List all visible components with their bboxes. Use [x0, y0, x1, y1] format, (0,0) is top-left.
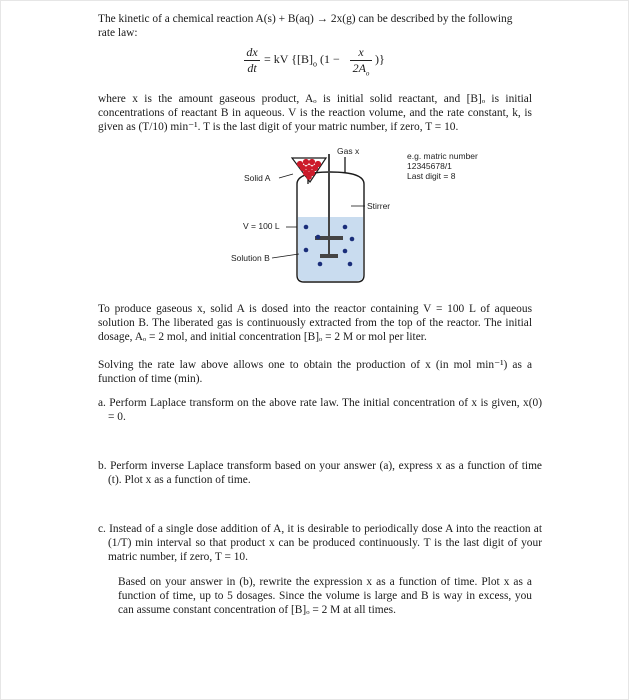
intro-text-a: The kinetic of a chemical reaction [98, 13, 256, 25]
gas-label: Gas x [337, 146, 360, 156]
solid-a-particle [306, 174, 312, 180]
rhs-sub-o1: o [312, 59, 317, 69]
solution-b-particle [318, 262, 323, 267]
question-c-followup: Based on your answer in (b), rewrite the expression x as a function of time. Plot x as a function of time, up to 5 dosages. Since the volume is large and B is way in excess, you can assume constant concentration of [B]ₒ = 2 M at all times. [118, 576, 532, 616]
example-line-1: e.g. matric number [407, 151, 478, 161]
solution-b-particle [350, 237, 355, 242]
produce-paragraph: To produce gaseous x, solid A is dosed into the reactor containing V = 100 L of aqueous solution B. The liberated gas is continuously extracted from the top of the reactor. The initial dosage, Aₒ = 2 mol, and initial concentration [B]ₒ = 2 M or mol per liter. [98, 303, 532, 343]
rhs-fraction [350, 45, 372, 77]
solid-a-leader [279, 174, 293, 178]
intro-text-c: rate law: [98, 27, 138, 39]
rhs-sub-o2: o [365, 69, 370, 78]
rhs-denominator-wrap [350, 61, 372, 77]
solid-a-particle [303, 159, 309, 165]
lhs-fraction [244, 45, 260, 76]
solid-a-particle [309, 159, 315, 165]
intro-paragraph [98, 12, 532, 40]
solid-a-label: Solid A [244, 173, 271, 183]
solution-b-leader [272, 254, 299, 258]
lhs-denominator: dt [247, 61, 257, 75]
question-c: c. Instead of a single dose addition of A, it is desirable to periodically dose A into the reaction at (1/T) min interval so that product x can be produced continuously. T is the last digit of your matric number, if zero, T = 10. [98, 523, 542, 563]
solution-b-particle [304, 225, 309, 230]
solution-b-particle [304, 248, 309, 253]
rhs-part-a: = kV {[B] [264, 52, 313, 66]
stirrer-label: Stirrer [367, 201, 391, 211]
stirrer-blade-lower [320, 254, 338, 258]
solving-paragraph: Solving the rate law above allows one to obtain the production of x (in mol min⁻¹) as a function of time (min). [98, 359, 532, 385]
rhs-part-b: (1 − [319, 52, 340, 66]
question-b: b. Perform inverse Laplace transform based on your answer (a), express x as a function of time (t). Plot x as a function of time. [98, 460, 542, 486]
example-line-3: Last digit = 8 [407, 171, 456, 181]
volume-label: V = 100 L [243, 221, 280, 231]
solution-b-label: Solution B [231, 253, 270, 263]
rhs-expression [264, 52, 340, 68]
reaction-formula: A(s) + B(aq) → 2x(g) [255, 13, 356, 25]
lhs-numerator: dx [244, 45, 260, 61]
solution-b-particle [316, 235, 321, 240]
solution-b-particle [348, 262, 353, 267]
where-paragraph: where x is the amount gaseous product, Aₒ is initial solid reactant, and [B]ₒ is initial concentrations of reactant B in aqueous. V is the reaction volume, and the rate constant, k, is given as (T/10) min⁻¹. T is the last digit of your matric number, if zero, T = 10. [98, 93, 532, 133]
reactor-diagram [0, 140, 629, 300]
rhs-denominator: 2A [352, 61, 366, 75]
intro-text-b: can be described by the following [355, 13, 513, 25]
rhs-part-c: )} [375, 52, 385, 66]
solution-b-particle [343, 249, 348, 254]
matric-example-note [407, 151, 478, 181]
solution-b-particle [343, 225, 348, 230]
rhs-numerator: x [350, 45, 372, 61]
question-a: a. Perform Laplace transform on the above rate law. The initial concentration of x is given, x(0) = 0. [98, 397, 542, 423]
rate-law-equation [244, 42, 394, 82]
example-line-2: 12345678/1 [407, 161, 452, 171]
